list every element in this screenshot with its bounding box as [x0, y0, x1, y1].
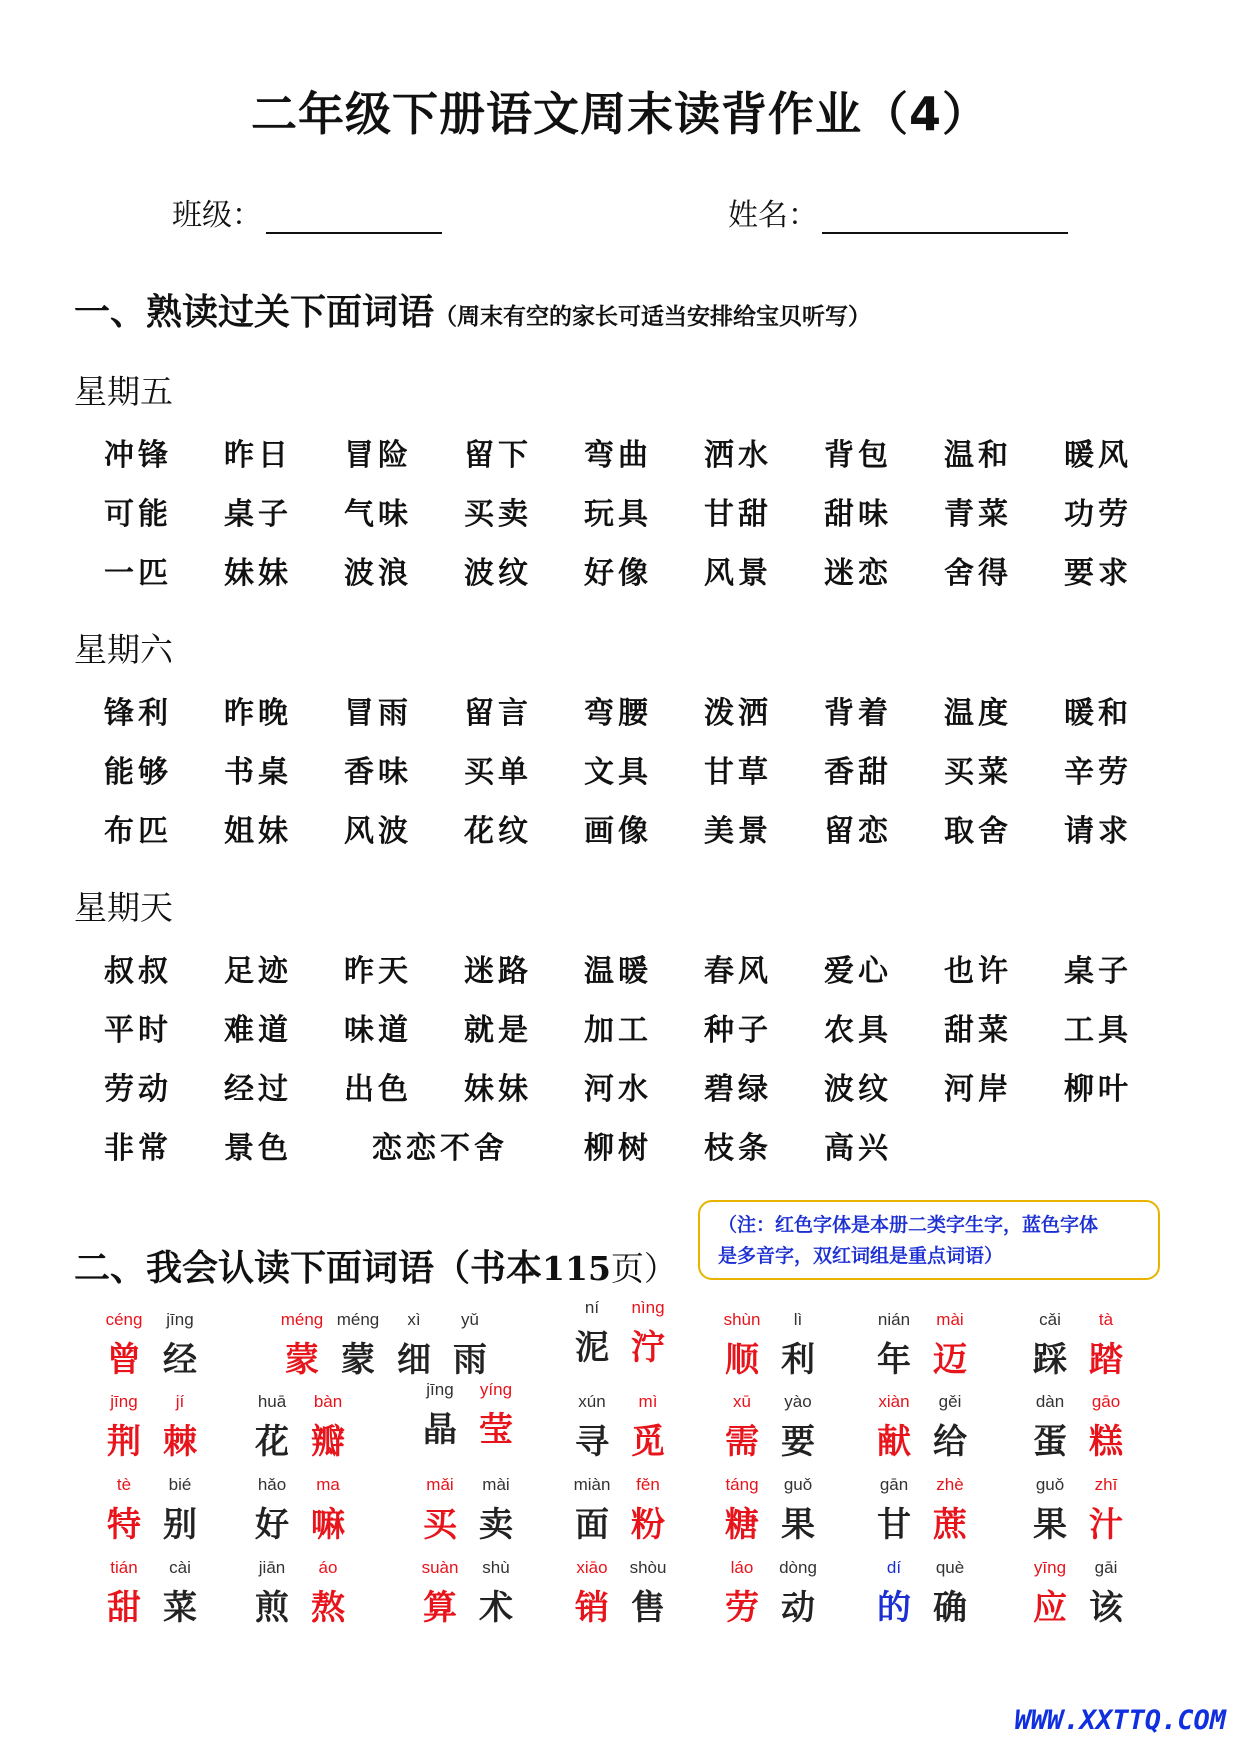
class-field — [172, 190, 442, 234]
pinyin-text: jīng — [426, 1380, 454, 1399]
vocab-word: 景色 — [224, 1131, 292, 1166]
vocab-word: 叔叔 — [104, 954, 172, 989]
pinyin-text: gān — [879, 1475, 909, 1494]
hanzi-character: 细 — [397, 1340, 431, 1380]
name-blank-line[interactable] — [822, 202, 1068, 234]
vocab-word: 甘草 — [704, 755, 772, 790]
hanzi-character: 蔗 — [933, 1505, 967, 1545]
hanzi-character: 利 — [781, 1340, 815, 1380]
hanzi-character: 煎 — [255, 1588, 289, 1628]
pinyin-text: suàn — [421, 1558, 459, 1577]
pinyin-text: xì — [407, 1310, 421, 1329]
vocab-word: 泼洒 — [704, 696, 772, 731]
vocab-word: 种子 — [704, 1013, 772, 1048]
vocab-word: 加工 — [584, 1013, 652, 1048]
pinyin-text: táng — [725, 1475, 759, 1494]
vocab-word: 暖和 — [1064, 696, 1132, 731]
hanzi-character: 泞 — [631, 1328, 665, 1368]
hanzi-character: 别 — [163, 1505, 197, 1545]
hanzi-character: 献 — [877, 1422, 911, 1462]
hanzi-character: 给 — [933, 1422, 967, 1462]
hanzi-character: 要 — [781, 1422, 815, 1462]
pinyin-text: què — [935, 1558, 965, 1577]
pinyin-text: tà — [1098, 1310, 1114, 1329]
pinyin-text: méng — [336, 1310, 380, 1329]
vocab-word: 碧绿 — [704, 1072, 772, 1107]
hanzi-character: 动 — [781, 1588, 815, 1628]
hanzi-character: 雨 — [453, 1340, 487, 1380]
hanzi-character: 甘 — [877, 1505, 911, 1545]
vocab-word: 河岸 — [944, 1072, 1012, 1107]
name-field — [728, 190, 1068, 234]
vocab-word: 可能 — [104, 497, 172, 532]
pinyin-text: méng — [280, 1310, 324, 1329]
pinyin-text: tián — [110, 1558, 138, 1577]
vocab-word: 洒水 — [704, 438, 772, 473]
page-title: 二年级下册语文周末读背作业（4） — [250, 87, 989, 141]
vocab-word: 高兴 — [824, 1131, 892, 1166]
vocab-word: 风景 — [704, 556, 772, 591]
vocab-word: 锋利 — [104, 696, 172, 731]
pinyin-text: lì — [793, 1310, 803, 1329]
section2-title: 二、我会认读下面词语（书本 — [74, 1247, 543, 1289]
vocab-word: 取舍 — [944, 814, 1012, 849]
pinyin-text: jí — [175, 1392, 185, 1411]
vocab-word: 恋恋不舍 — [372, 1131, 508, 1166]
hanzi-character: 荆 — [107, 1422, 141, 1462]
vocab-word: 暖风 — [1064, 438, 1132, 473]
vocab-word: 冲锋 — [104, 438, 172, 473]
vocab-word: 要求 — [1064, 556, 1132, 591]
hanzi-character: 迈 — [933, 1340, 967, 1380]
vocab-word: 足迹 — [224, 954, 292, 989]
pinyin-text: shòu — [629, 1558, 667, 1577]
pinyin-text: ní — [584, 1298, 600, 1317]
hanzi-character: 特 — [107, 1505, 141, 1545]
vocab-word: 爱心 — [824, 954, 892, 989]
vocab-word: 气味 — [344, 497, 412, 532]
vocab-word: 非常 — [104, 1131, 172, 1166]
pinyin-text: mǎi — [426, 1475, 454, 1494]
vocab-word: 平时 — [104, 1013, 172, 1048]
vocab-word: 柳叶 — [1064, 1072, 1132, 1107]
hanzi-character: 觅 — [631, 1422, 665, 1462]
vocab-word: 劳动 — [104, 1072, 172, 1107]
vocab-word: 留下 — [464, 438, 532, 473]
hanzi-character: 甜 — [107, 1588, 141, 1628]
pinyin-text: nián — [877, 1310, 911, 1329]
vocab-word: 留言 — [464, 696, 532, 731]
vocab-word: 波浪 — [344, 556, 412, 591]
hanzi-character: 嘛 — [311, 1505, 345, 1545]
hanzi-character: 果 — [781, 1505, 815, 1545]
pinyin-text: láo — [730, 1558, 754, 1577]
pinyin-text: mài — [936, 1310, 964, 1329]
pinyin-text: áo — [318, 1558, 338, 1577]
vocab-word: 迷恋 — [824, 556, 892, 591]
pinyin-text: tè — [116, 1475, 132, 1494]
pinyin-text: ma — [316, 1475, 340, 1494]
hanzi-character: 经 — [163, 1340, 197, 1380]
name-label: 姓名： — [728, 198, 818, 233]
vocab-word: 工具 — [1064, 1013, 1132, 1048]
hanzi-character: 售 — [631, 1588, 665, 1628]
pinyin-text: bié — [168, 1475, 192, 1494]
vocab-word: 经过 — [224, 1072, 292, 1107]
hanzi-character: 术 — [479, 1588, 513, 1628]
section1-heading — [74, 284, 871, 335]
hanzi-character: 熬 — [311, 1588, 345, 1628]
hanzi-character: 寻 — [575, 1422, 609, 1462]
vocab-word: 春风 — [704, 954, 772, 989]
pinyin-text: yíng — [479, 1380, 513, 1399]
pinyin-text: bàn — [313, 1392, 343, 1411]
pinyin-text: guǒ — [1035, 1475, 1065, 1494]
day-label-2: 星期六 — [74, 630, 173, 669]
vocab-word: 好像 — [584, 556, 652, 591]
vocab-word: 柳树 — [584, 1131, 652, 1166]
vocab-word: 买卖 — [464, 497, 532, 532]
pinyin-text: zhè — [936, 1475, 964, 1494]
pinyin-text: yǔ — [461, 1310, 479, 1329]
pinyin-text: hǎo — [257, 1475, 287, 1494]
vocab-word: 难道 — [224, 1013, 292, 1048]
pinyin-text: yīng — [1033, 1558, 1067, 1577]
vocab-word: 买单 — [464, 755, 532, 790]
hanzi-character: 踏 — [1089, 1340, 1123, 1380]
vocab-word: 迷路 — [464, 954, 532, 989]
hanzi-character: 蒙 — [341, 1340, 375, 1380]
pinyin-text: nìng — [631, 1298, 665, 1317]
vocab-word: 妹妹 — [224, 556, 292, 591]
hanzi-character: 糖 — [725, 1505, 759, 1545]
vocab-word: 请求 — [1064, 814, 1132, 849]
day-label-1: 星期五 — [74, 372, 173, 411]
vocab-word: 买菜 — [944, 755, 1012, 790]
vocab-word: 桌子 — [1064, 954, 1132, 989]
pinyin-text: mì — [638, 1392, 658, 1411]
vocab-word: 画像 — [584, 814, 652, 849]
vocab-word: 舍得 — [944, 556, 1012, 591]
pinyin-text: xiāo — [576, 1558, 608, 1577]
hanzi-character: 应 — [1033, 1588, 1067, 1628]
pinyin-text: shùn — [723, 1310, 761, 1329]
vocab-word: 冒险 — [344, 438, 412, 473]
class-blank-line[interactable] — [266, 202, 442, 234]
note-line-2: 是多音字，双红词组是重点词语） — [718, 1245, 1004, 1267]
note-box — [698, 1200, 1160, 1280]
hanzi-character: 确 — [933, 1588, 967, 1628]
vocab-word: 背着 — [824, 696, 892, 731]
vocab-word: 花纹 — [464, 814, 532, 849]
hanzi-character: 果 — [1033, 1505, 1067, 1545]
hanzi-character: 好 — [255, 1505, 289, 1545]
vocab-word: 留恋 — [824, 814, 892, 849]
vocab-word: 风波 — [344, 814, 412, 849]
pinyin-text: huā — [257, 1392, 287, 1411]
hanzi-character: 销 — [575, 1588, 609, 1628]
vocab-word: 弯曲 — [584, 438, 652, 473]
pinyin-text: zhī — [1094, 1475, 1118, 1494]
vocab-word: 冒雨 — [344, 696, 412, 731]
vocab-word: 香甜 — [824, 755, 892, 790]
hanzi-character: 曾 — [107, 1340, 141, 1380]
hanzi-character: 晶 — [423, 1410, 457, 1450]
note-line-1: （注：红色字体是本册二类字生字，蓝色字体 — [718, 1214, 1099, 1236]
vocab-word: 波纹 — [824, 1072, 892, 1107]
hanzi-character: 顺 — [725, 1340, 759, 1380]
pinyin-text: gāo — [1091, 1392, 1121, 1411]
vocab-word: 温度 — [944, 696, 1012, 731]
vocab-word: 文具 — [584, 755, 652, 790]
vocab-word: 书桌 — [224, 755, 292, 790]
pinyin-text: shù — [482, 1558, 510, 1577]
vocab-word: 玩具 — [584, 497, 652, 532]
hanzi-character: 蒙 — [285, 1340, 319, 1380]
hanzi-character: 的 — [877, 1588, 911, 1628]
vocab-word: 功劳 — [1064, 497, 1132, 532]
pinyin-text: yào — [784, 1392, 812, 1411]
pinyin-text: dàn — [1035, 1392, 1065, 1411]
vocab-word: 能够 — [104, 755, 172, 790]
class-label: 班级： — [172, 198, 262, 233]
hanzi-character: 面 — [575, 1505, 609, 1545]
vocab-word: 昨晚 — [224, 696, 292, 731]
pinyin-text: xún — [578, 1392, 606, 1411]
section2-heading — [74, 1240, 677, 1291]
vocab-word: 河水 — [584, 1072, 652, 1107]
vocab-word: 妹妹 — [464, 1072, 532, 1107]
pinyin-text: dí — [886, 1558, 902, 1577]
hanzi-character: 菜 — [163, 1588, 197, 1628]
hanzi-character: 汁 — [1089, 1505, 1123, 1545]
pinyin-text: cǎi — [1039, 1310, 1061, 1329]
vocab-word: 昨天 — [344, 954, 412, 989]
section2-page-number: 115 — [542, 1249, 611, 1288]
hanzi-character: 买 — [423, 1505, 457, 1545]
hanzi-character: 该 — [1089, 1588, 1123, 1628]
vocab-word: 昨日 — [224, 438, 292, 473]
vocab-word: 就是 — [464, 1013, 532, 1048]
hanzi-character: 蛋 — [1033, 1422, 1067, 1462]
vocab-word: 辛劳 — [1064, 755, 1132, 790]
vocab-word: 青菜 — [944, 497, 1012, 532]
hanzi-character: 需 — [725, 1422, 759, 1462]
vocab-word: 布匹 — [104, 814, 172, 849]
hanzi-character: 卖 — [479, 1505, 513, 1545]
hanzi-character: 棘 — [163, 1422, 197, 1462]
pinyin-text: cài — [169, 1558, 191, 1577]
pinyin-text: jīng — [110, 1392, 138, 1411]
pinyin-text: jīng — [166, 1310, 194, 1329]
vocab-word: 枝条 — [704, 1131, 772, 1166]
vocab-word: 温和 — [944, 438, 1012, 473]
hanzi-character: 花 — [255, 1422, 289, 1462]
pinyin-text: gāi — [1094, 1558, 1118, 1577]
pinyin-text: fěn — [636, 1475, 660, 1494]
vocab-word: 出色 — [344, 1072, 412, 1107]
section1-title: 一、熟读过关下面词语 — [74, 292, 435, 333]
hanzi-character: 粉 — [631, 1505, 665, 1545]
pinyin-text: xū — [733, 1392, 751, 1411]
hanzi-character: 糕 — [1089, 1422, 1123, 1462]
vocab-word: 香味 — [344, 755, 412, 790]
section1-note: （周末有空的家长可适当安排给宝贝听写） — [434, 303, 872, 330]
vocab-word: 桌子 — [224, 497, 292, 532]
hanzi-character: 泥 — [575, 1328, 609, 1368]
vocab-word: 温暖 — [584, 954, 652, 989]
pinyin-text: xiàn — [878, 1392, 910, 1411]
pinyin-text: jiān — [258, 1558, 286, 1577]
vocab-word: 美景 — [704, 814, 772, 849]
pinyin-text: céng — [105, 1310, 143, 1329]
vocab-word: 也许 — [944, 954, 1012, 989]
hanzi-character: 瓣 — [311, 1422, 345, 1462]
vocab-word: 甜菜 — [944, 1013, 1012, 1048]
hanzi-character: 算 — [423, 1588, 457, 1628]
pinyin-text: mài — [482, 1475, 510, 1494]
hanzi-character: 莹 — [479, 1410, 513, 1450]
vocab-word: 甜味 — [824, 497, 892, 532]
vocab-word: 一匹 — [104, 556, 172, 591]
vocab-word: 甘甜 — [704, 497, 772, 532]
pinyin-text: dòng — [779, 1558, 817, 1577]
vocab-word: 背包 — [824, 438, 892, 473]
section2-tail: 页） — [610, 1249, 677, 1288]
vocab-word: 波纹 — [464, 556, 532, 591]
vocab-word: 姐妹 — [224, 814, 292, 849]
hanzi-character: 踩 — [1033, 1340, 1067, 1380]
footer-watermark: WWW.XXTTQ.COM — [1014, 1705, 1226, 1736]
vocab-word: 农具 — [824, 1013, 892, 1048]
hanzi-character: 劳 — [725, 1588, 759, 1628]
day-label-3: 星期天 — [74, 888, 173, 927]
pinyin-text: guǒ — [783, 1475, 813, 1494]
pinyin-text: gěi — [938, 1392, 962, 1411]
pinyin-text: miàn — [573, 1475, 611, 1494]
vocab-word: 弯腰 — [584, 696, 652, 731]
vocab-word: 味道 — [344, 1013, 412, 1048]
hanzi-character: 年 — [877, 1340, 911, 1380]
